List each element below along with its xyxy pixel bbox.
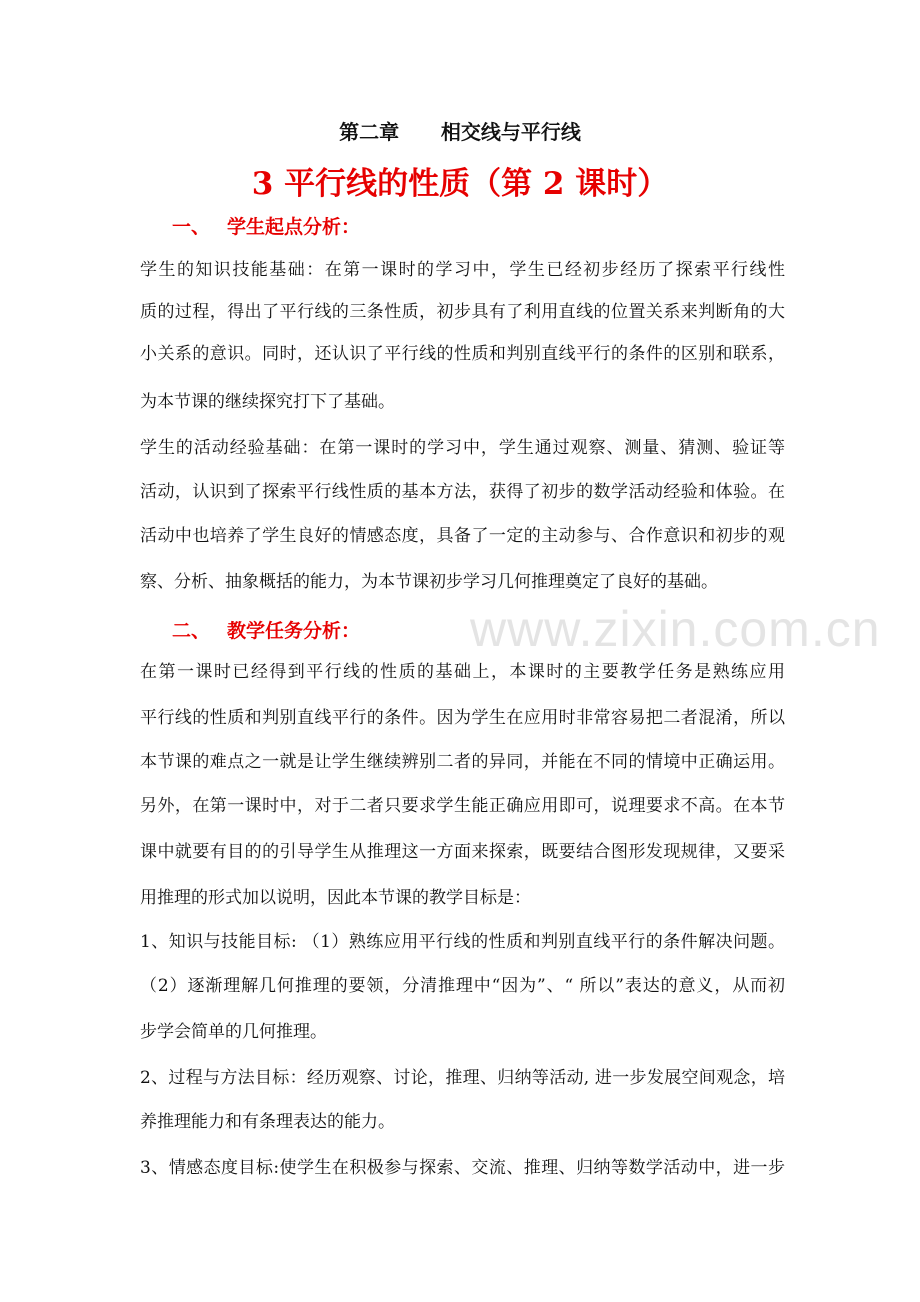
objective-line: 1、知识与技能目标: （1）熟练应用平行线的性质和判别直线平行的条件解决问题。: [140, 932, 785, 952]
section-heading-task-analysis: [172, 616, 360, 643]
paragraph-line: 活动中也培养了学生良好的情感态度，具备了一定的主动参与、合作意识和初步的观: [140, 526, 785, 546]
section-number: 一、: [172, 216, 211, 238]
objective-line: 步学会简单的几何推理。: [140, 1022, 327, 1042]
section-title: 教学任务分析：: [227, 620, 361, 642]
paragraph-line: 察、分析、抽象概括的能力，为本节课初步学习几何推理奠定了良好的基础。: [140, 572, 718, 592]
section-title: 学生起点分析：: [227, 216, 361, 238]
objective-line: 3、情感态度目标:使学生在积极参与探索、交流、推理、归纳等数学活动中，进一步: [140, 1158, 785, 1178]
paragraph-line: 为本节课的继续探究打下了基础。: [140, 392, 395, 412]
objective-line: 养推理能力和有条理表达的能力。: [140, 1112, 395, 1132]
paragraph-line: 学生的知识技能基础：在第一课时的学习中，学生已经初步经历了探索平行线性: [140, 260, 785, 280]
paragraph-line: 活动，认识到了探索平行线性质的基本方法，获得了初步的数学活动经验和体验。在: [140, 482, 785, 502]
lesson-title: 3 平行线的性质（第 2 课时）: [251, 166, 669, 202]
paragraph-line: 小关系的意识。同时，还认识了平行线的性质和判别直线平行的条件的区别和联系，: [140, 344, 785, 364]
chapter-title: 第二章 相交线与平行线: [339, 120, 581, 144]
paragraph-line: 课中就要有目的的引导学生从推理这一方面来探索，既要结合图形发现规律，又要采: [140, 842, 785, 862]
paragraph-line: 学生的活动经验基础：在第一课时的学习中，学生通过观察、测量、猜测、验证等: [140, 438, 785, 458]
section-number: 二、: [172, 620, 211, 642]
paragraph-line: 平行线的性质和判别直线平行的条件。因为学生在应用时非常容易把二者混淆，所以: [140, 708, 785, 728]
paragraph-line: 质的过程，得出了平行线的三条性质，初步具有了利用直线的位置关系来判断角的大: [140, 302, 785, 322]
watermark: www.zixin.com.cn: [470, 601, 881, 657]
paragraph-line: 另外，在第一课时中，对于二者只要求学生能正确应用即可，说理要求不高。在本节: [140, 796, 785, 816]
paragraph-line: 本节课的难点之一就是让学生继续辨别二者的异同，并能在不同的情境中正确运用。: [140, 752, 785, 772]
objective-line: 2、过程与方法目标：经历观察、讨论，推理、归纳等活动, 进一步发展空间观念，培: [140, 1068, 785, 1088]
section-heading-student-analysis: [172, 212, 360, 239]
paragraph-line: 在第一课时已经得到平行线的性质的基础上，本课时的主要教学任务是熟练应用: [140, 662, 785, 682]
objective-line: （2）逐渐理解几何推理的要领，分清推理中“因为”、“ 所以”表达的意义，从而初: [140, 976, 785, 996]
paragraph-line: 用推理的形式加以说明，因此本节课的教学目标是：: [140, 888, 531, 908]
